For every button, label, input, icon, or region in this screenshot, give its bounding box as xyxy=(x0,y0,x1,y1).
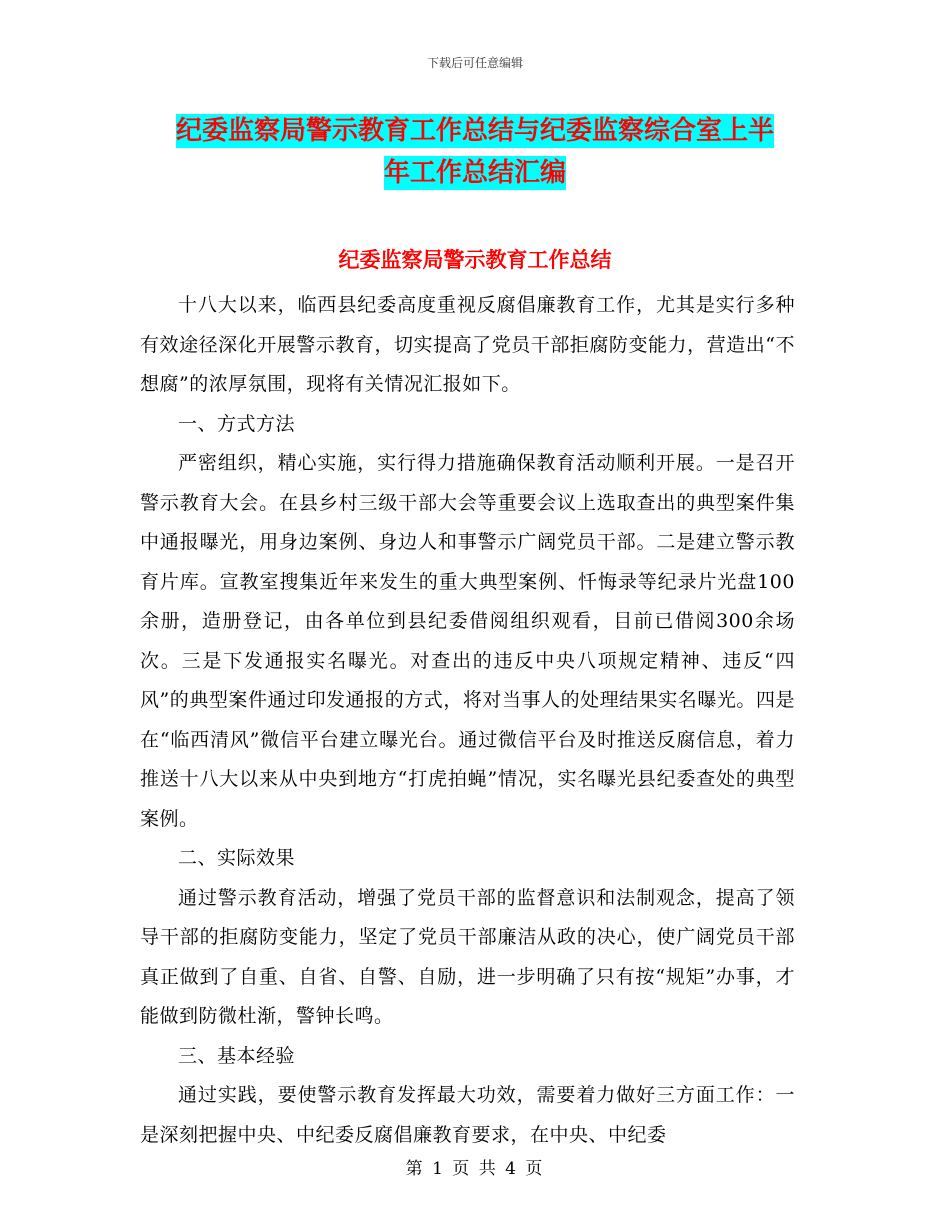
heading-experience: 三、基本经验 xyxy=(178,1044,296,1067)
section-title: 纪委监察局警示教育工作总结 xyxy=(338,247,612,272)
page-footer: 第 1 页 共 4 页 xyxy=(405,1159,545,1179)
main-title-line-2 xyxy=(140,146,810,200)
paragraph-effects: 通过警示教育活动，增强了党员干部的监督意识和法制观念，提高了领导干部的拒腐防变能力，坚定了党员干部廉洁从政的决心，使广阔党员干部真正做到了自重、自省、自警、自励，进一步明确了只有按“规矩”办事，才能做到防微杜渐，警钟长鸣。 xyxy=(140,886,795,1027)
body-text xyxy=(140,286,795,1155)
heading-effects: 二、实际效果 xyxy=(178,847,296,869)
paragraph-experience: 通过实践，要使警示教育发挥最大功效，需要着力做好三方面工作：一是深刻把握中央、中纪委反腐倡廉教育要求，在中央、中纪委 xyxy=(140,1084,795,1146)
main-title-text-1: 纪委监察局警示教育工作总结与纪委监察综合室上半 xyxy=(175,116,774,146)
paragraph-methods: 严密组织，精心实施，实行得力措施确保教育活动顺利开展。一是召开警示教育大会。在县乡村三级干部大会等重要会议上选取查出的典型案件集中通报曝光，用身边案例、身边人和事警示广阔党员干部。二是建立警示教育片库。宣教室搜集近年来发生的重大典型案例、忏悔录等纪录片光盘100余册，造册登记，由各单位到县纪委借阅组织观看，目前已借阅300余场次。三是下发通报实名曝光。对查出的违反中央八项规定精神、违反“四风”的典型案件通过印发通报的方式，将对当事人的处理结果实名曝光。四是在“临西清风”微信平台建立曝光台。通过微信平台及时推送反腐信息，着力推送十八大以来从中央到地方“打虎拍蝇”情况，实名曝光县纪委查处的典型案例。 xyxy=(140,452,795,830)
main-title-text-2: 年工作总结汇编 xyxy=(383,158,566,188)
paragraph-intro: 十八大以来，临西县纪委高度重视反腐倡廉教育工作，尤其是实行多种有效途径深化开展警示教育，切实提高了党员干部拒腐防变能力，营造出“不想腐”的浓厚氛围，现将有关情况汇报如下。 xyxy=(140,294,795,395)
header-note: 下载后可任意编辑 xyxy=(426,56,523,70)
heading-methods: 一、方式方法 xyxy=(178,412,296,435)
